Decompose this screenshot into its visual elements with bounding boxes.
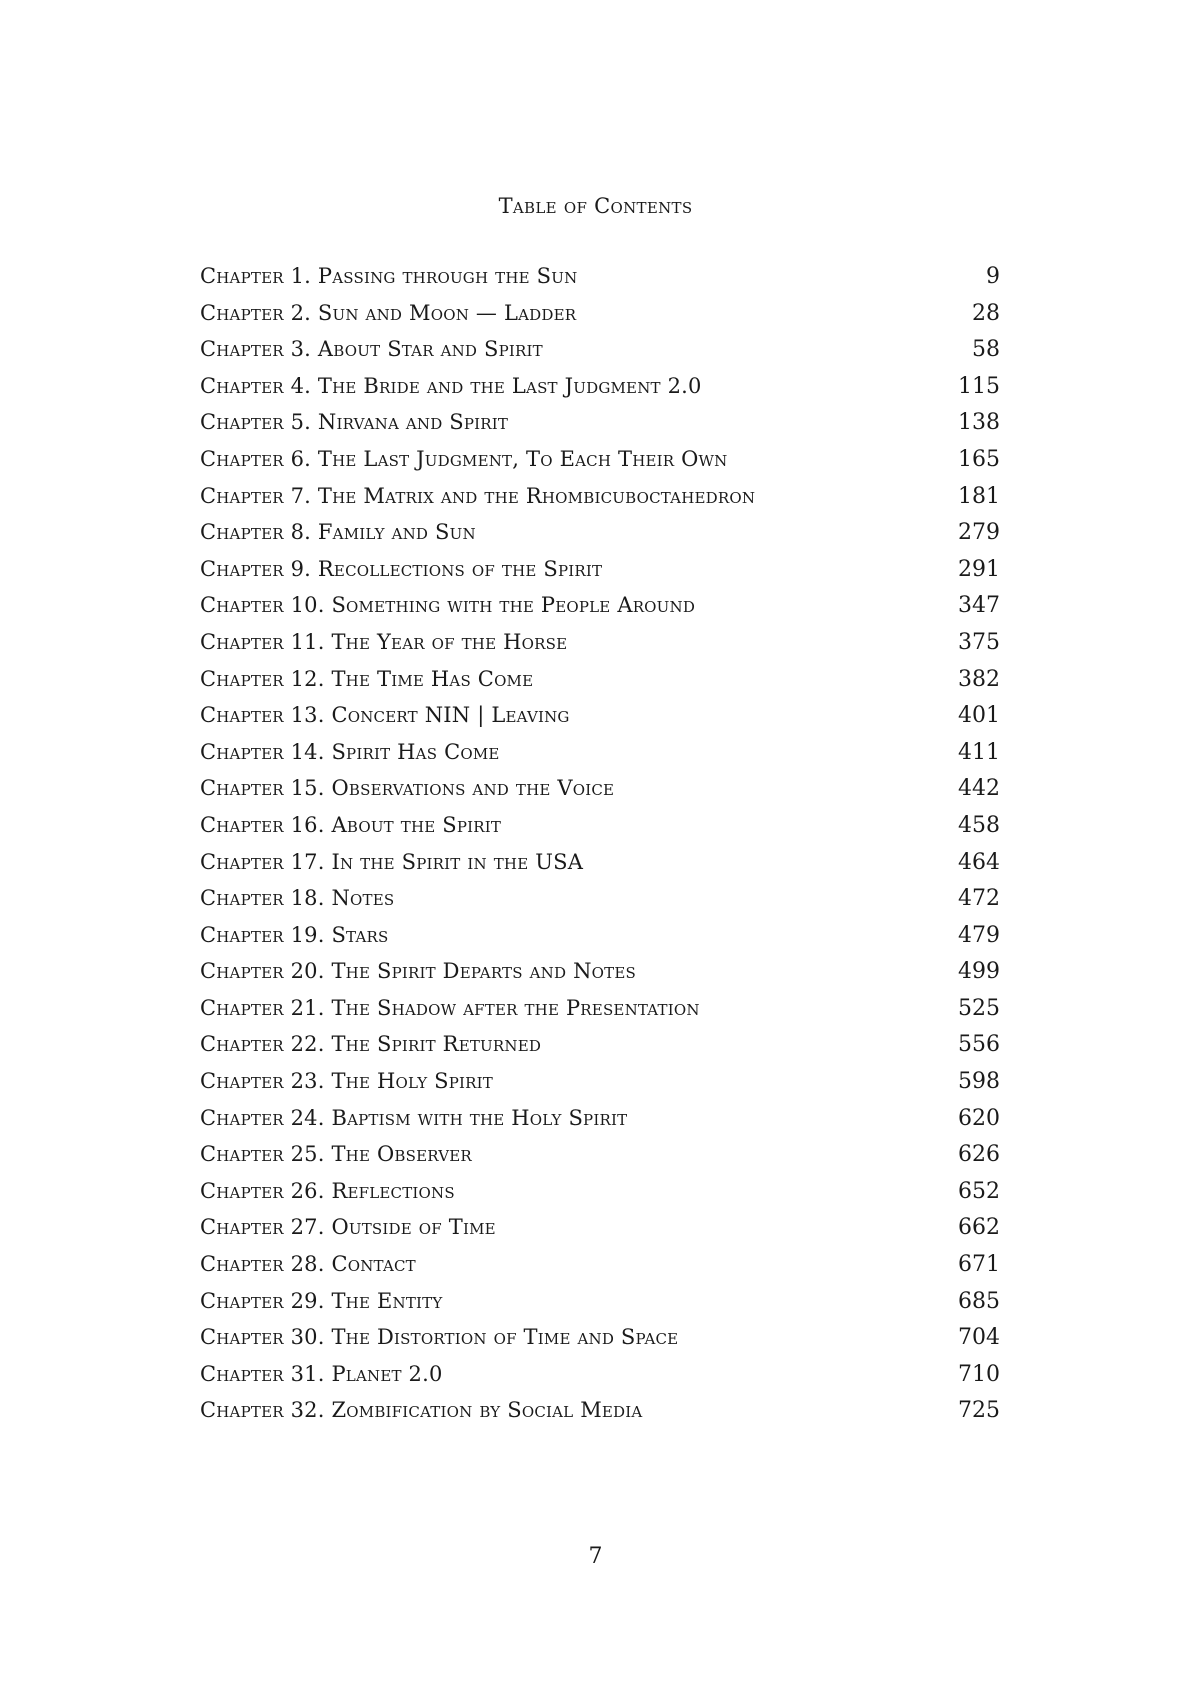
- toc-entry: [200, 1361, 1000, 1401]
- toc-entry-title: Chapter 13. Concert NIN | Leaving: [200, 703, 570, 728]
- toc-entry-page: 181: [958, 483, 1000, 509]
- toc-entry: [200, 483, 1000, 523]
- toc-entry-title: Chapter 17. In the Spirit in the USA: [200, 849, 584, 874]
- toc-entry-page: 401: [958, 703, 1000, 729]
- toc-entry-page: 138: [958, 410, 1000, 436]
- toc-entry-page: 165: [958, 446, 1000, 472]
- toc-entry-title: Chapter 28. Contact: [200, 1252, 416, 1277]
- toc-entry-title: Chapter 19. Stars: [200, 922, 389, 947]
- toc-entry-title: Chapter 24. Baptism with the Holy Spirit: [200, 1105, 628, 1130]
- toc-entry-page: 479: [958, 922, 1000, 948]
- toc-entry-title: Chapter 2. Sun and Moon — Ladder: [200, 300, 577, 325]
- toc-entry-title: Chapter 11. The Year of the Horse: [200, 629, 568, 654]
- toc-entry-title: Chapter 30. The Distortion of Time and Space: [200, 1325, 679, 1350]
- toc-entry-page: 28: [972, 300, 1000, 326]
- toc-entry-page: 652: [958, 1178, 1000, 1204]
- toc-entry: [200, 1217, 1000, 1254]
- toc-entry: [200, 1400, 1000, 1437]
- toc-entry-page: 556: [958, 1032, 1000, 1058]
- toc-entry: [200, 1105, 1000, 1145]
- toc-entry-page: 375: [958, 629, 1000, 655]
- toc-entry: [200, 1178, 1000, 1218]
- toc-entry-page: 525: [958, 995, 1000, 1021]
- toc-entry-page: 671: [958, 1252, 1000, 1278]
- toc-entry-title: Chapter 10. Something with the People Around: [200, 593, 696, 618]
- toc-entry-title: Chapter 5. Nirvana and Spirit: [200, 410, 509, 435]
- toc-entry-title: Chapter 27. Outside of Time: [200, 1215, 496, 1240]
- toc-entry-title: Chapter 12. The Time Has Come: [200, 666, 534, 691]
- toc-entry-title: Chapter 26. Reflections: [200, 1178, 455, 1203]
- toc-entry: [200, 812, 1000, 852]
- toc-entry-page: 499: [958, 959, 1000, 985]
- toc-entry-title: Chapter 21. The Shadow after the Presentation: [200, 995, 700, 1020]
- toc-entry: [200, 300, 1000, 340]
- toc-entry-page: 9: [986, 264, 1000, 289]
- toc-entry-page: 458: [958, 812, 1000, 838]
- page-title: Table of Contents: [498, 194, 693, 218]
- toc-entry-page: 725: [958, 1398, 1000, 1424]
- table-of-contents: [200, 266, 1000, 1437]
- toc-entry-page: 704: [958, 1325, 1000, 1351]
- toc-entry-page: 685: [958, 1288, 1000, 1314]
- toc-entry-page: 115: [958, 373, 1000, 399]
- toc-entry-page: 620: [958, 1105, 1000, 1131]
- toc-entry: [200, 1288, 1000, 1328]
- toc-entry: [200, 705, 1000, 742]
- toc-entry-title: Chapter 6. The Last Judgment, To Each Their Own: [200, 446, 728, 471]
- toc-entry-title: Chapter 1. Passing through the Sun: [200, 264, 578, 288]
- toc-entry-title: Chapter 23. The Holy Spirit: [200, 1069, 494, 1094]
- toc-entry-page: 291: [958, 556, 1000, 582]
- toc-entry-title: Chapter 20. The Spirit Departs and Notes: [200, 959, 636, 984]
- toc-entry: [200, 446, 1000, 486]
- toc-entry-title: Chapter 8. Family and Sun: [200, 520, 476, 545]
- toc-entry: [200, 666, 1000, 706]
- toc-entry-page: 58: [972, 337, 1000, 363]
- toc-entry: [200, 1327, 1000, 1364]
- toc-entry: [200, 595, 1000, 632]
- toc-entry: [200, 266, 1000, 303]
- toc-entry-title: Chapter 15. Observations and the Voice: [200, 776, 615, 801]
- toc-entry: [200, 373, 1000, 413]
- toc-entry-page: 710: [958, 1361, 1000, 1387]
- toc-entry-page: 442: [958, 776, 1000, 802]
- toc-entry: [200, 1071, 1000, 1108]
- toc-entry: [200, 961, 1000, 998]
- toc-entry-page: 382: [958, 666, 1000, 692]
- toc-entry: [200, 739, 1000, 779]
- toc-entry-page: 626: [958, 1142, 1000, 1168]
- toc-entry: [200, 556, 1000, 596]
- toc-entry: [200, 778, 1000, 815]
- toc-entry: [200, 339, 1000, 376]
- page-number: 7: [588, 1544, 603, 1569]
- toc-entry-title: Chapter 25. The Observer: [200, 1142, 472, 1167]
- toc-entry: [200, 922, 1000, 962]
- toc-entry-title: Chapter 18. Notes: [200, 886, 395, 911]
- toc-entry: [200, 995, 1000, 1035]
- toc-entry-title: Chapter 14. Spirit Has Come: [200, 739, 500, 764]
- toc-entry-page: 279: [958, 520, 1000, 546]
- toc-entry: [200, 849, 1000, 889]
- toc-entry: [200, 522, 1000, 559]
- toc-entry-page: 662: [958, 1215, 1000, 1241]
- toc-entry: [200, 1254, 1000, 1291]
- toc-entry: [200, 1034, 1000, 1071]
- toc-entry-title: Chapter 3. About Star and Spirit: [200, 337, 543, 362]
- toc-entry-page: 347: [958, 593, 1000, 619]
- toc-entry: [200, 629, 1000, 669]
- toc-entry-page: 472: [958, 886, 1000, 912]
- toc-entry-title: Chapter 22. The Spirit Returned: [200, 1032, 542, 1057]
- toc-entry-title: Chapter 7. The Matrix and the Rhombicuboctahedron: [200, 483, 756, 508]
- toc-entry-title: Chapter 31. Planet 2.0: [200, 1361, 443, 1386]
- toc-entry-page: 411: [958, 739, 1000, 765]
- toc-entry-title: Chapter 16. About the Spirit: [200, 812, 502, 837]
- toc-entry: [200, 1144, 1000, 1181]
- toc-entry: [200, 412, 1000, 449]
- toc-entry-page: 598: [958, 1069, 1000, 1095]
- toc-entry-title: Chapter 32. Zombification by Social Media: [200, 1398, 643, 1423]
- toc-entry-page: 464: [958, 849, 1000, 875]
- toc-entry-title: Chapter 29. The Entity: [200, 1288, 443, 1313]
- toc-entry: [200, 888, 1000, 925]
- toc-entry-title: Chapter 4. The Bride and the Last Judgment 2.0: [200, 373, 702, 398]
- toc-entry-title: Chapter 9. Recollections of the Spirit: [200, 556, 603, 581]
